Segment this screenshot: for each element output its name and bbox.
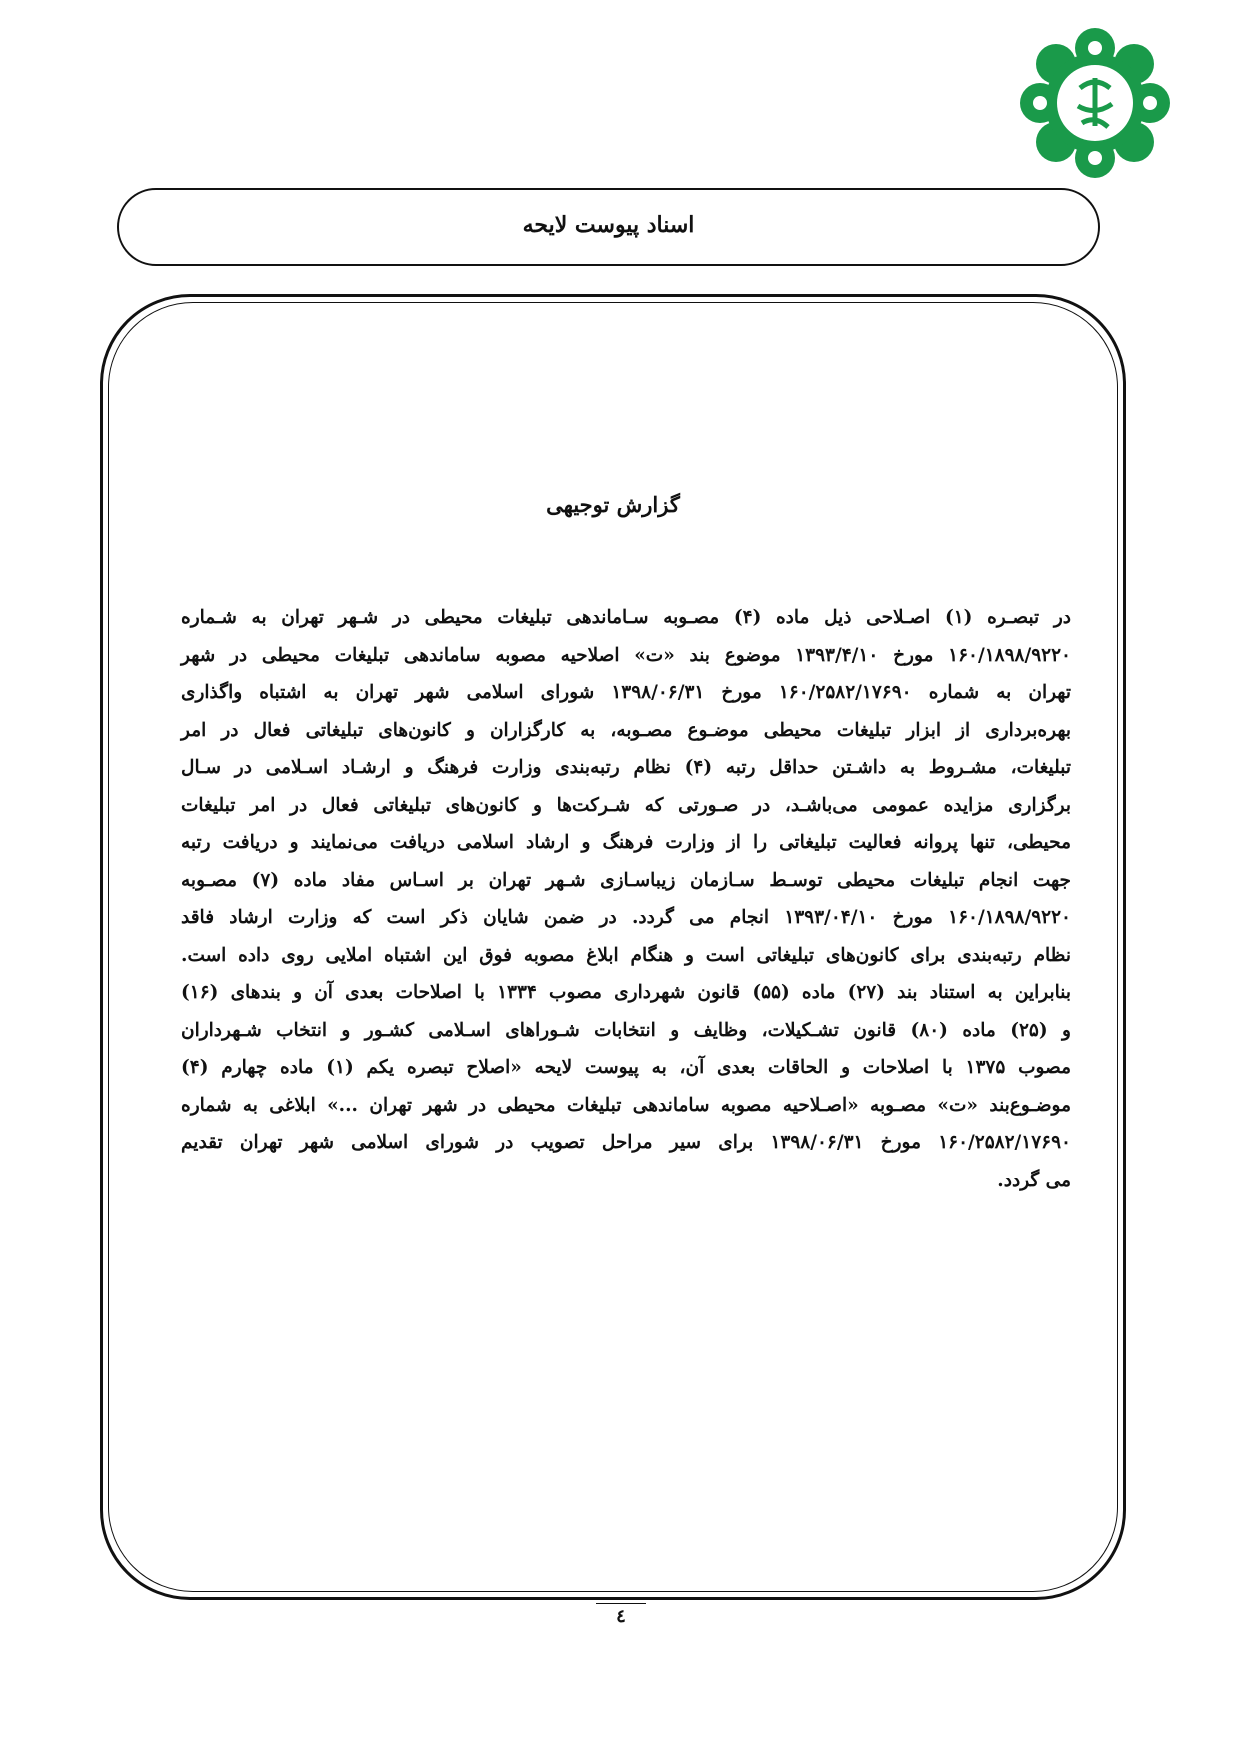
body-line: در تبصـره (۱) اصـلاحی ذیل ماده (۴) مصـوبه سـاماندهی تبلیغات محیطی در شـهر تهران به شـماره	[181, 607, 1072, 628]
header-box	[117, 188, 1100, 266]
document-frame	[100, 294, 1126, 1600]
body-line: بنابراین به استناد بند (۲۷) ماده (۵۵) قانون شهرداری مصوب ۱۳۳۴ با اصلاحات بعدی آن و بندهای (۱۶)	[181, 982, 1071, 1003]
body-line: محیطی، تنها پروانه فعالیت تبلیغاتی را از وزارت فرهنگ و ارشاد اسلامی دریافت می‌نمایند و دریافت رتبه	[181, 832, 1071, 853]
document-body	[181, 599, 1071, 1199]
body-line: نظام رتبه‌بندی برای کانون‌های تبلیغاتی است و هنگام ابلاغ مصوبه فوق این اشتباه املایی روی داده است.	[181, 944, 1071, 966]
header-title: اسناد پیوست لایحه	[522, 212, 695, 238]
body-line: جهت انجام تبلیغات محیطی توسـط سـازمان زیباسـازی شـهر تهران بر اسـاس مفاد ماده (۷) مصـوبه	[181, 869, 1071, 891]
body-line: ۱۶۰/۱۸۹۸/۹۲۲۰ مورخ ۱۳۹۳/۴/۱۰ موضوع بند «ت» اصلاحیه مصوبه ساماندهی تبلیغات محیطی در شهر	[181, 644, 1071, 666]
body-line: ۱۶۰/۱۸۹۸/۹۲۲۰ مورخ ۱۳۹۳/۰۴/۱۰ انجام می گردد. در ضمن شایان ذکر است که وزارت ارشاد فاقد	[181, 907, 1071, 928]
body-line: مصوب ۱۳۷۵ با اصلاحات و الحاقات بعدی آن، به پیوست لایحه «اصلاح تبصره یکم (۱) ماده چهارم (۴)	[181, 1057, 1071, 1078]
body-line: موضـوع‌بند «ت» مصـوبه «اصـلاحیه مصوبه ساماندهی تبلیغات محیطی در شهر تهران ...» ابلاغی به شماره	[181, 1094, 1071, 1116]
body-line: می گردد.	[997, 1169, 1071, 1191]
body-line: ۱۶۰/۲۵۸۲/۱۷۶۹۰ مورخ ۱۳۹۸/۰۶/۳۱ برای سیر مراحل تصویب در شورای اسلامی شهر تهران تقدیم	[181, 1132, 1071, 1153]
tehran-municipality-logo	[1020, 28, 1170, 178]
page-number: ٤	[616, 1606, 626, 1627]
body-line: بهره‌برداری از ابزار تبلیغات محیطی موضـوع مصـوبه، به کارگزاران و کانون‌های تبلیغاتی فعال در امر	[181, 719, 1071, 741]
body-line: و (۲۵) ماده (۸۰) قانون تشـکیلات، وظایف و انتخابات شـوراهای اسـلامی کشـور و انتخاب شـهرداران	[181, 1019, 1071, 1041]
page-number-rule	[596, 1603, 646, 1604]
body-line: تهران به شماره ۱۶۰/۲۵۸۲/۱۷۶۹۰ مورخ ۱۳۹۸/۰۶/۳۱ شورای اسلامی شهر تهران به اشتباه واگذاری	[181, 682, 1071, 703]
body-line: تبلیغات، مشـروط به داشـتن حداقل رتبه (۴) نظام رتبه‌بندی وزارت فرهنگ و ارشـاد اسـلامی در سـال	[181, 757, 1071, 778]
body-line: برگزاری مزایده عمومی می‌باشـد، در صـورتی که شـرکت‌ها و کانون‌های تبلیغاتی فعال در امر تبلیغات	[181, 794, 1071, 816]
document-title: گزارش توجیهی	[546, 492, 680, 517]
